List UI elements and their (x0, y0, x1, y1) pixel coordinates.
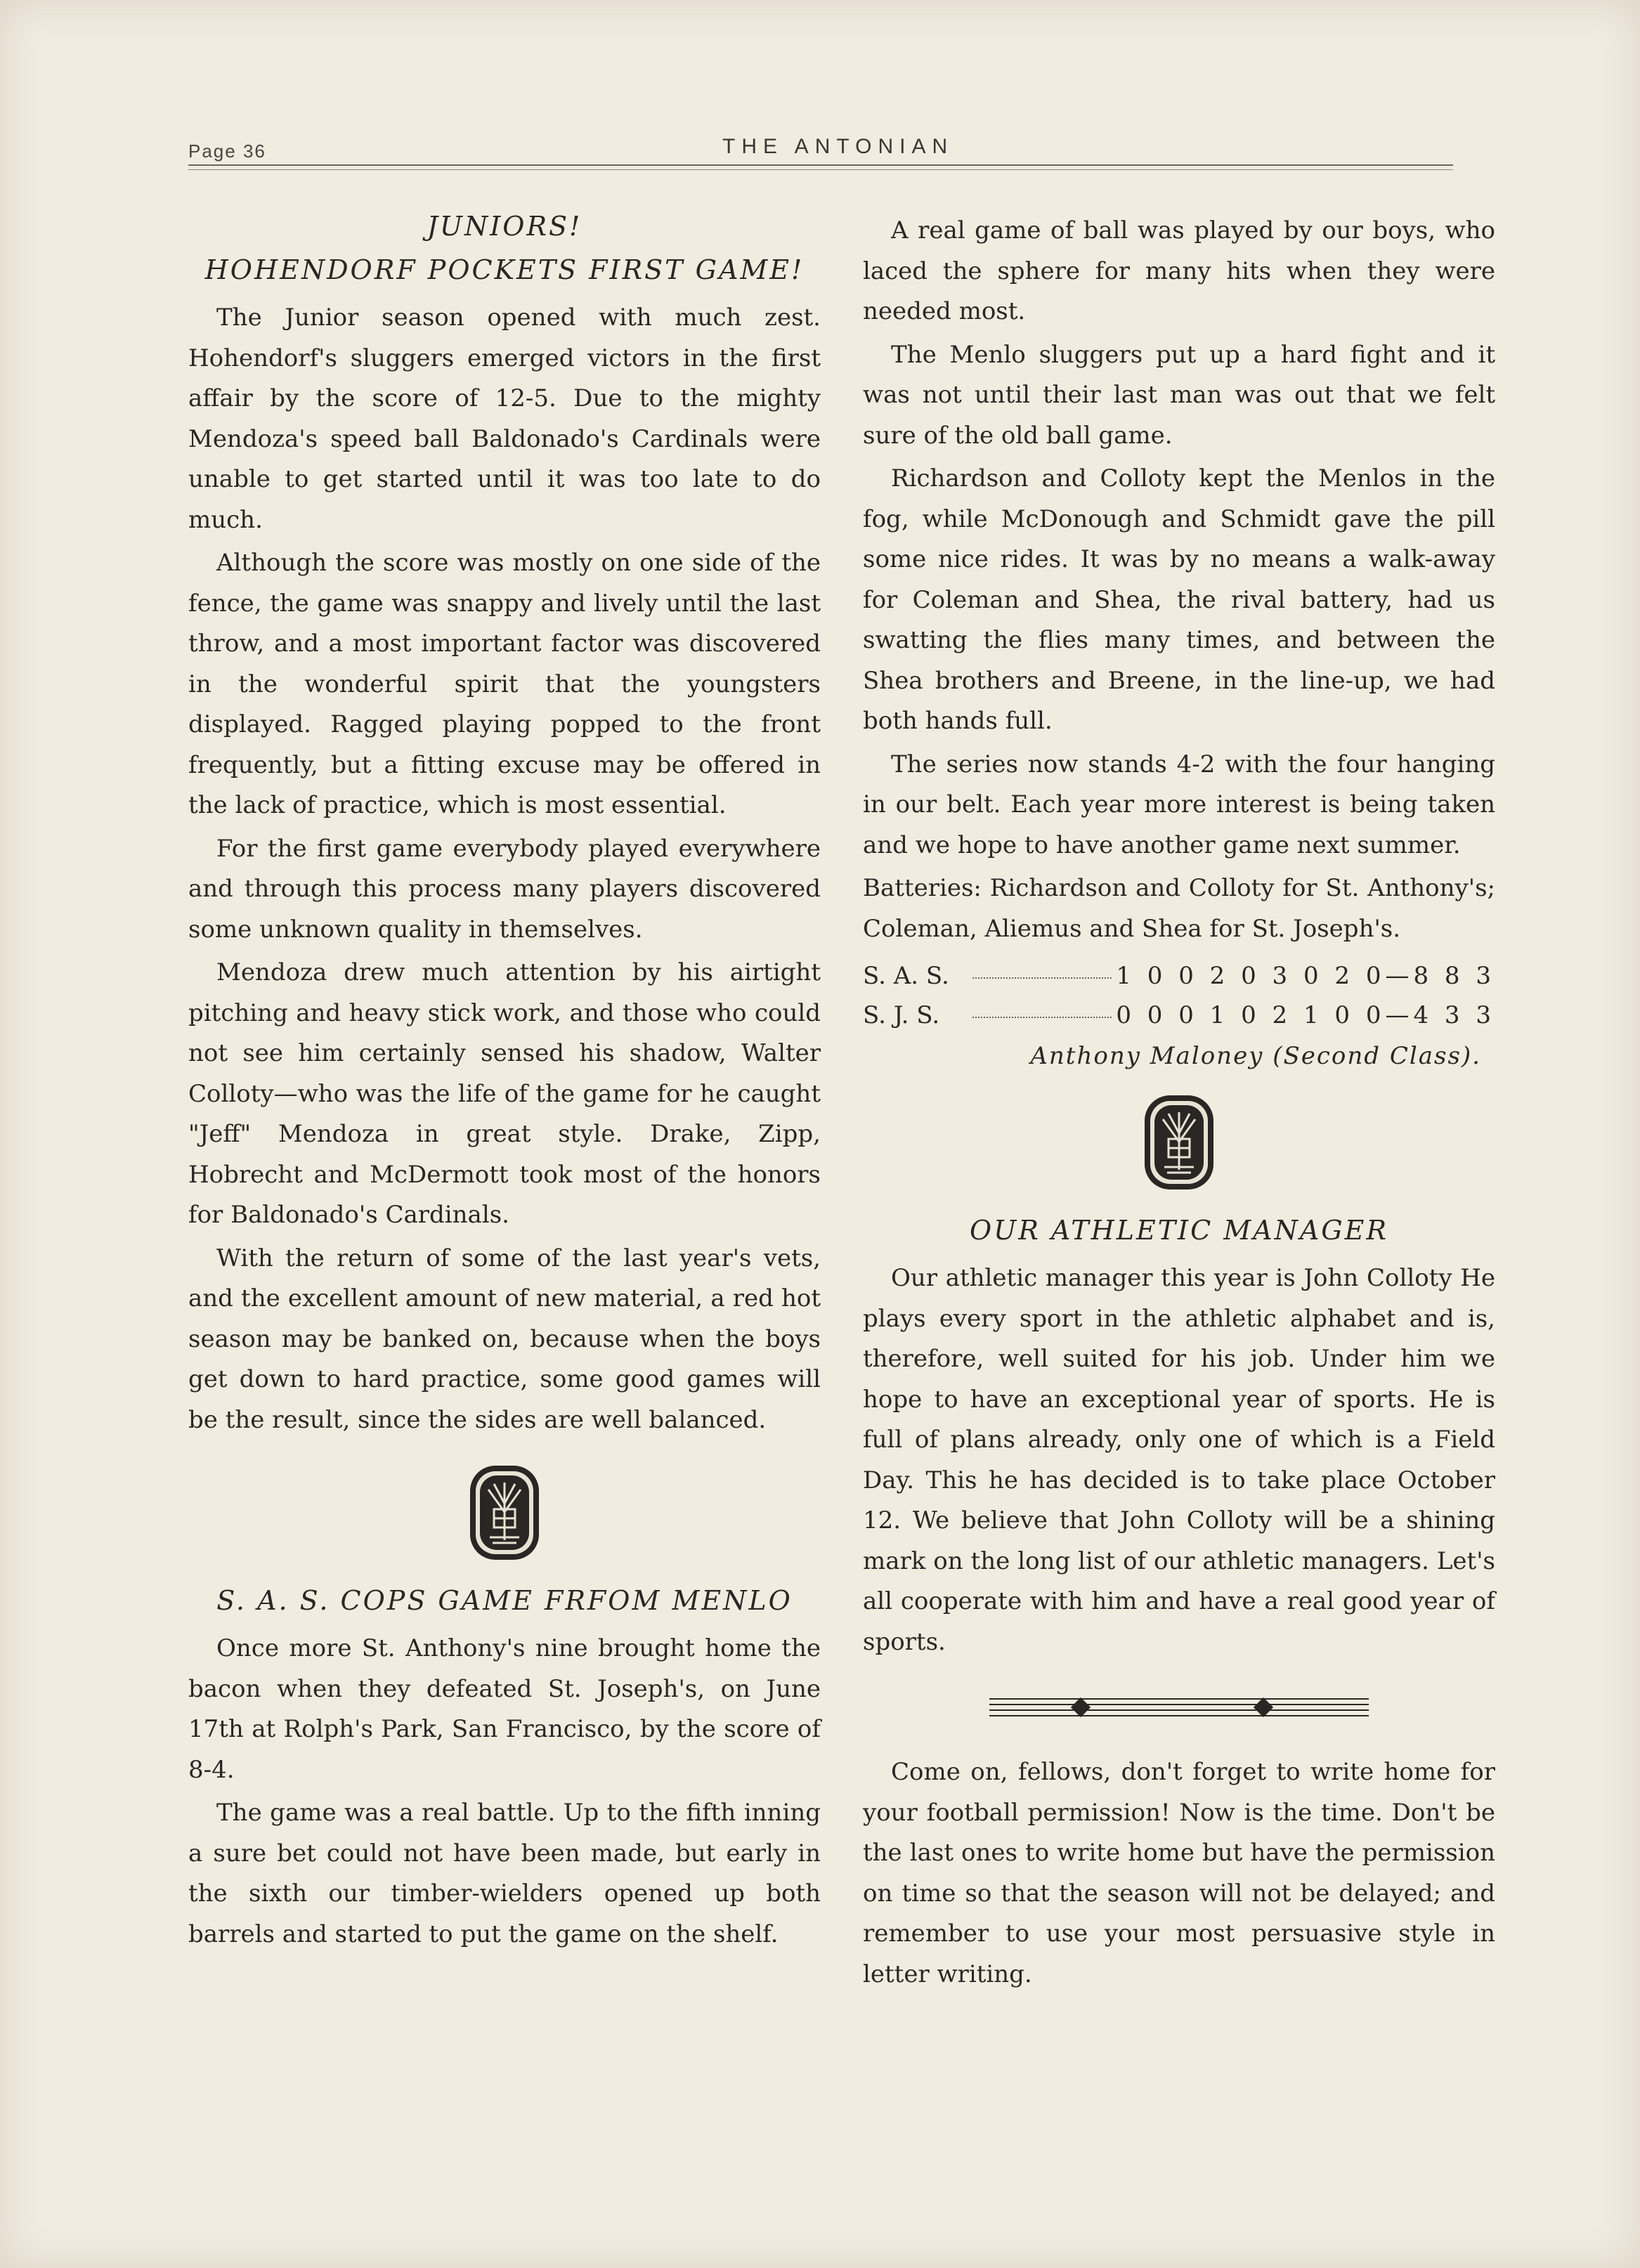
header-rule-thin (188, 169, 1453, 170)
notice-paragraph: Come on, fellows, don't forget to write home for your football permission! Now is the time. Don't be the last ones to write home but have the permission on time so that the season will not be delayed; and remember to use your most persuasive style in letter writing. (863, 1758, 1495, 1988)
article-paragraph: A real game of ball was played by our boys, who laced the sphere for many hits when they were needed most. (863, 216, 1495, 325)
page-number: Page 36 (188, 141, 266, 162)
sas-title: S. A. S. COPS GAME FRFOM MENLO (216, 1585, 793, 1616)
header-rule (188, 164, 1453, 166)
linescore-innings: 0 0 0 1 0 2 1 0 0—4 3 3 (1116, 1001, 1495, 1029)
linescore-row (863, 996, 1495, 1035)
article-paragraph: Richardson and Colloty kept the Menlos in the fog, while McDonough and Schmidt gave the pill some nice rides. It was by no means a walk-away for Coleman and Shea, the rival battery, had us swatting the flies many times, and between the Shea brothers and Breene, in the line-up, we had both hands full. (863, 464, 1495, 735)
article-paragraph: Once more St. Anthony's nine brought home the bacon when they defeated St. Joseph's, on June 17th at Rolph's Park, San Francisco, by the score of 8-4. (188, 1634, 821, 1784)
article-paragraph: The series now stands 4-2 with the four hanging in our belt. Each year more interest is being taken and we hope to have another game next summer. (863, 750, 1495, 859)
right-column (863, 211, 1495, 1997)
linescore-table (863, 956, 1495, 1035)
manager-title: OUR ATHLETIC MANAGER (970, 1215, 1388, 1246)
article-paragraph: With the return of some of the last year's vets, and the excellent amount of new material, a red hot season may be banked on, because when the boys get down to hard practice, some good games will be the result, since the sides are well balanced. (188, 1244, 821, 1434)
shield-emblem-icon (466, 1461, 543, 1564)
linescore-innings: 1 0 0 2 0 3 0 2 0—8 8 3 (1116, 962, 1495, 990)
left-column (188, 211, 821, 1957)
linescore-team: S. A. S. (863, 962, 949, 990)
leader-dots (972, 956, 1112, 979)
running-head (188, 135, 1453, 177)
author-byline: Anthony Maloney (Second Class). (1030, 1042, 1481, 1070)
article-paragraph: Mendoza drew much attention by his airtight pitching and heavy stick work, and those who could not see him certainly sensed his shadow, Walter Colloty—who was the life of the game for he caught "Jeff" Mendoza in great style. Drake, Zipp, Hobrecht and McDermott took most of the honors for Baldonado's Cardinals. (188, 958, 821, 1229)
juniors-title: HOHENDORF POCKETS FIRST GAME! (204, 254, 805, 285)
article-paragraph: Our athletic manager this year is John Colloty He plays every sport in the athletic alphabet and is, therefore, well suited for his job. Under him we hope to have an exceptional year of sports. He is full of plans already, only one of which is a Field Day. This he has decided is to take place October 12. We believe that John Colloty will be a shining mark on the long list of our athletic managers. Let's all cooperate with him and have a real good year of sports. (863, 1264, 1495, 1656)
leader-dots (972, 996, 1112, 1018)
batteries-text: Batteries: Richardson and Colloty for St. Anthony's; Coleman, Aliemus and Shea for St. Joseph's. (863, 874, 1495, 943)
article-paragraph: The Menlo sluggers put up a hard fight and it was not until their last man was out that we felt sure of the old ball game. (863, 340, 1495, 450)
article-paragraph: For the first game everybody played everywhere and through this process many players discovered some unknown quality in themselves. (188, 834, 821, 944)
juniors-kicker: JUNIORS! (427, 211, 583, 242)
publication-title: THE ANTONIAN (722, 135, 954, 158)
linescore-team: S. J. S. (863, 1001, 940, 1029)
article-paragraph: The Junior season opened with much zest. Hohendorf's sluggers emerged victors in the first affair by the score of 12-5. Due to the mighty Mendoza's speed ball Baldonado's Cardinals were unable to get started until it was too late to do much. (188, 304, 821, 534)
shield-emblem-icon (1140, 1091, 1218, 1194)
article-paragraph: The game was a real battle. Up to the fifth inning a sure bet could not have been made, but early in the sixth our timber-wielders opened up both barrels and started to put the game on the shelf. (188, 1799, 821, 1948)
article-paragraph: Although the score was mostly on one side of the fence, the game was snappy and lively until the last throw, and a most important factor was discovered in the wonderful spirit that the youngsters displayed. Ragged playing popped to the front frequently, but a fitting excuse may be offered in the lack of practice, which is most essential. (188, 549, 821, 819)
linescore-row (863, 956, 1495, 996)
ornamental-divider (989, 1690, 1369, 1724)
